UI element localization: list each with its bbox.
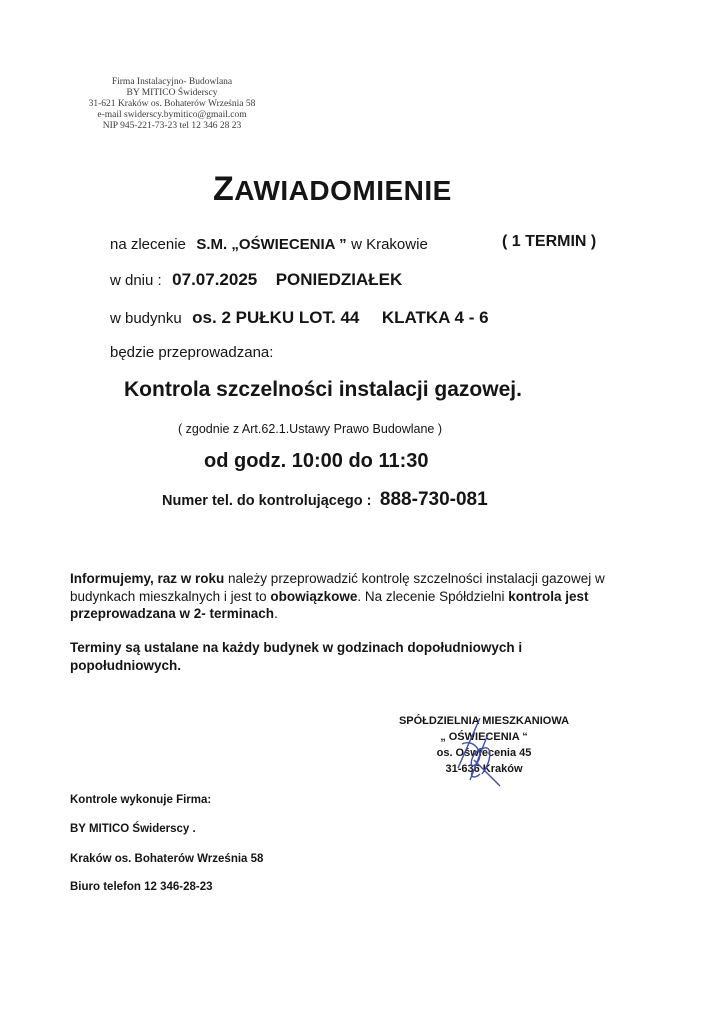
company-header-line-5: NIP 945-221-73-23 tel 12 346 28 23 (102, 121, 242, 131)
date-line (110, 270, 402, 290)
company-header-line-1: Firma Instalacyjno- Budowlana (111, 77, 233, 87)
building-label: w budynku (110, 310, 182, 327)
building-address: os. 2 PUŁKU LOT. 44 (192, 308, 360, 327)
coop-line-1: SPÓŁDZIELNIA MIESZKANIOWA (398, 715, 570, 727)
coop-line-2: „ OŚWIECENIA “ (440, 731, 528, 743)
document-title: ZAWIADOMIENIE (213, 170, 452, 208)
company-header-line-3: 31-621 Kraków os. Bohaterów Września 58 (88, 99, 256, 109)
building-staircase: KLATKA 4 - 6 (381, 308, 489, 327)
order-client: S.M. „OŚWIECENIA ” (196, 236, 347, 253)
phone-line (162, 489, 488, 511)
inspection-subject: Kontrola szczelności instalacji gazowej. (124, 378, 522, 401)
phone-label: Numer tel. do kontrolującego : (162, 493, 372, 509)
date-value: 07.07.2025 (172, 270, 258, 289)
company-header-line-4: e-mail swiderscy.bymitico@gmail.com (97, 110, 247, 120)
coop-line-3: os. Oświecenia 45 (436, 747, 532, 759)
legal-basis: ( zgodnie z Art.62.1.Ustawy Prawo Budowlane ) (178, 422, 443, 436)
date-label: w dniu : (110, 272, 162, 289)
will-be-label: będzie przeprowadzana: (110, 344, 274, 361)
order-city: w Krakowie (351, 236, 428, 253)
footer-line-1: Kontrole wykonuje Firma: (70, 794, 212, 806)
footer-line-2: BY MITICO Świderscy . (70, 823, 196, 835)
footer-line-3: Kraków os. Bohaterów Września 58 (70, 853, 264, 865)
info-paragraph-1: Informujemy, raz w roku należy przeprowadzić kontrolę szczelności instalacji gazowej w budynkach mieszkalnych i jest to obowiązkowe. Na zlecenie Spółdzielni kontrola jest przeprowadzana w 2- terminach. (70, 571, 605, 621)
order-label: na zlecenie (110, 236, 186, 253)
footer-line-4: Biuro telefon 12 346-28-23 (70, 881, 213, 893)
coop-line-4: 31-636 Kraków (445, 763, 523, 775)
term-badge: ( 1 TERMIN ) (502, 233, 597, 250)
phone-number: 888-730-081 (379, 489, 488, 510)
date-weekday: PONIEDZIAŁEK (275, 270, 403, 289)
building-line (110, 308, 489, 328)
info-paragraph-2: Terminy są ustalane na każdy budynek w godzinach dopołudniowych i popołudniowych. (70, 640, 523, 673)
company-header (74, 77, 270, 132)
signature-scribble (440, 714, 520, 794)
order-line (110, 236, 428, 254)
company-header-line-2: BY MITICO Świderscy (126, 88, 218, 98)
inspection-hours: od godz. 10:00 do 11:30 (204, 450, 429, 472)
